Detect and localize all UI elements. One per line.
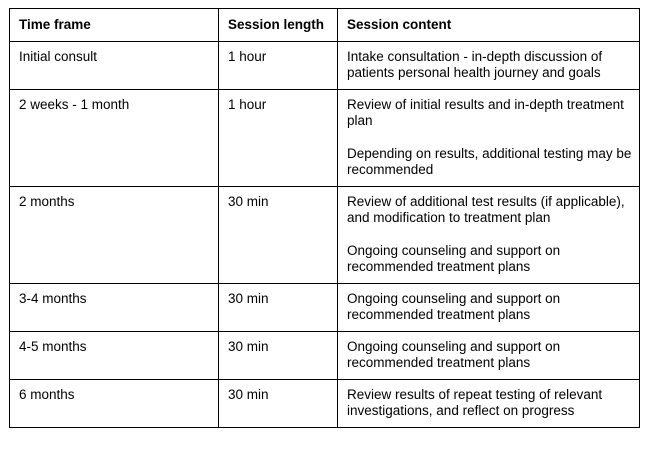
session-content-cell bbox=[338, 331, 640, 379]
session-content-paragraph: Review of additional test results (if applicable), and modification to treatment plan bbox=[347, 193, 625, 225]
time-frame-cell: 2 months bbox=[10, 186, 219, 283]
session-content-paragraph: Depending on results, additional testing may be recommended bbox=[347, 145, 632, 177]
session-content-paragraph: Ongoing counseling and support on recommended treatment plans bbox=[347, 290, 561, 322]
table-row bbox=[10, 283, 640, 331]
session-length-cell: 1 hour bbox=[219, 89, 338, 186]
session-content-paragraph: Ongoing counseling and support on recommended treatment plans bbox=[347, 338, 561, 370]
session-content-cell bbox=[338, 89, 640, 186]
time-frame-cell: 4-5 months bbox=[10, 331, 219, 379]
table-row bbox=[10, 331, 640, 379]
table-row bbox=[10, 41, 640, 89]
session-length-cell: 30 min bbox=[219, 186, 338, 283]
session-content-cell bbox=[338, 41, 640, 89]
table-row bbox=[10, 379, 640, 427]
session-content-cell bbox=[338, 379, 640, 427]
session-schedule-table bbox=[9, 8, 640, 428]
table-header-row bbox=[10, 9, 640, 42]
session-content-paragraph: Review results of repeat testing of relevant investigations, and reflect on progress bbox=[347, 386, 603, 418]
session-content-paragraph: Review of initial results and in-depth treatment plan bbox=[347, 96, 624, 128]
session-content-paragraph: Ongoing counseling and support on recommended treatment plans bbox=[347, 242, 561, 274]
session-content-cell bbox=[338, 186, 640, 283]
time-frame-cell: 6 months bbox=[10, 379, 219, 427]
table-row bbox=[10, 89, 640, 186]
time-frame-cell: 3-4 months bbox=[10, 283, 219, 331]
header-session-length: Session length bbox=[219, 9, 338, 42]
table-row bbox=[10, 186, 640, 283]
document-page bbox=[9, 8, 640, 428]
session-content-paragraph: Intake consultation - in-depth discussion of patients personal health journey and goals bbox=[347, 48, 603, 80]
time-frame-cell: Initial consult bbox=[10, 41, 219, 89]
session-length-cell: 30 min bbox=[219, 379, 338, 427]
session-length-cell: 30 min bbox=[219, 283, 338, 331]
session-content-cell bbox=[338, 283, 640, 331]
time-frame-cell: 2 weeks - 1 month bbox=[10, 89, 219, 186]
session-length-cell: 1 hour bbox=[219, 41, 338, 89]
header-time-frame: Time frame bbox=[10, 9, 219, 42]
header-session-content: Session content bbox=[338, 9, 640, 42]
session-length-cell: 30 min bbox=[219, 331, 338, 379]
